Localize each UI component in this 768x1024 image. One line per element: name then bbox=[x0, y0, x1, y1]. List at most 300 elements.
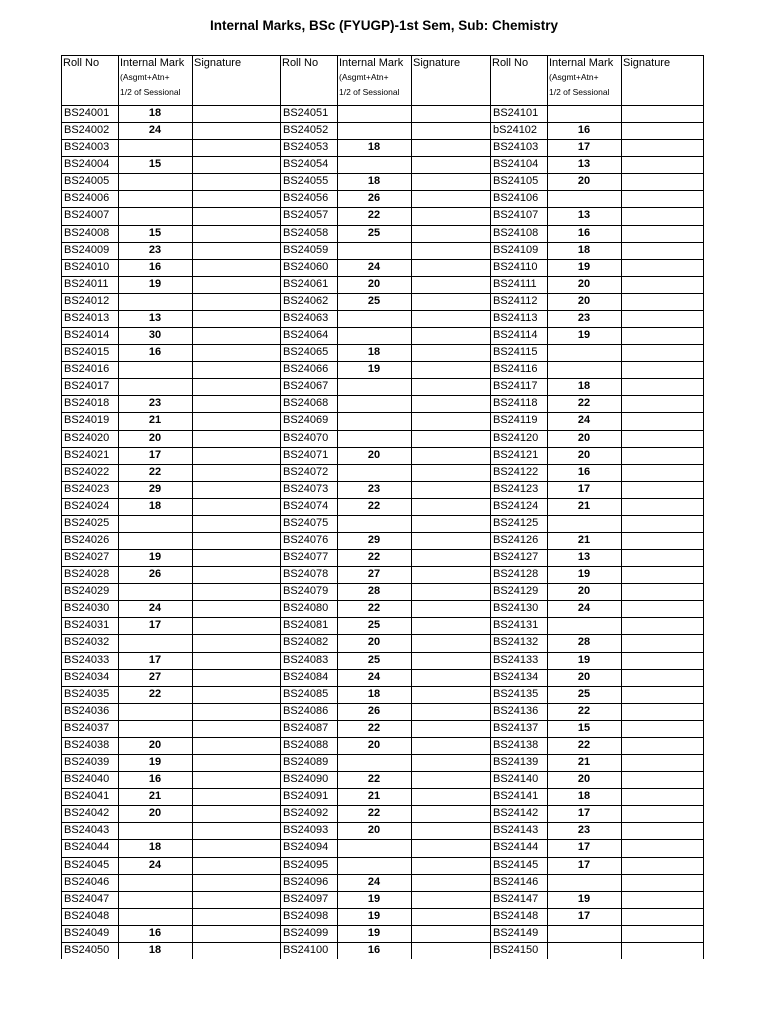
header-internal-mark: Internal Mark (Asgmt+Atn+ 1/2 of Sessional bbox=[337, 55, 411, 107]
roll-number-cell: BS24137 bbox=[493, 722, 539, 734]
internal-mark-cell: 22 bbox=[367, 551, 381, 563]
roll-number-cell: BS24085 bbox=[283, 688, 329, 700]
roll-number-cell: BS24001 bbox=[64, 107, 110, 119]
internal-mark-cell: 19 bbox=[577, 893, 591, 905]
signature-cell bbox=[621, 652, 704, 669]
internal-mark-cell: 24 bbox=[148, 859, 162, 871]
roll-number-cell: BS24131 bbox=[493, 619, 539, 631]
signature-cell bbox=[192, 190, 280, 207]
internal-mark-cell: 22 bbox=[367, 209, 381, 221]
internal-mark-cell bbox=[118, 703, 192, 720]
signature-cell bbox=[192, 600, 280, 617]
internal-mark-cell: 21 bbox=[577, 756, 591, 768]
roll-number-cell: BS24133 bbox=[493, 654, 539, 666]
internal-mark-cell bbox=[337, 839, 411, 856]
roll-number-cell: BS24087 bbox=[283, 722, 329, 734]
roll-number-cell: BS24041 bbox=[64, 790, 110, 802]
roll-number-cell: BS24008 bbox=[64, 227, 110, 239]
signature-cell bbox=[621, 430, 704, 447]
internal-mark-cell: 19 bbox=[367, 927, 381, 939]
signature-cell bbox=[192, 361, 280, 378]
roll-number-cell: BS24009 bbox=[64, 244, 110, 256]
signature-cell bbox=[192, 583, 280, 600]
roll-number-cell: BS24025 bbox=[64, 517, 110, 529]
signature-cell bbox=[411, 515, 490, 532]
internal-mark-cell: 22 bbox=[367, 500, 381, 512]
signature-cell bbox=[411, 276, 490, 293]
signature-cell bbox=[621, 481, 704, 498]
internal-mark-cell bbox=[547, 874, 621, 891]
marks-table bbox=[61, 55, 704, 959]
roll-number-cell: BS24090 bbox=[283, 773, 329, 785]
signature-cell bbox=[411, 361, 490, 378]
signature-cell bbox=[621, 361, 704, 378]
internal-mark-cell bbox=[118, 908, 192, 925]
internal-mark-cell: 18 bbox=[148, 841, 162, 853]
signature-cell bbox=[192, 481, 280, 498]
signature-cell bbox=[621, 617, 704, 634]
internal-mark-cell: 25 bbox=[367, 619, 381, 631]
signature-cell bbox=[411, 532, 490, 549]
header-roll-no: Roll No bbox=[492, 57, 529, 69]
signature-cell bbox=[621, 139, 704, 156]
roll-number-cell: BS24050 bbox=[64, 944, 110, 956]
roll-number-cell: bS24102 bbox=[493, 124, 538, 136]
internal-mark-cell: 29 bbox=[367, 534, 381, 546]
signature-cell bbox=[621, 412, 704, 429]
signature-cell bbox=[621, 464, 704, 481]
internal-mark-cell bbox=[337, 310, 411, 327]
header-roll-no: Roll No bbox=[63, 57, 100, 69]
roll-number-cell: BS24042 bbox=[64, 807, 110, 819]
internal-mark-cell bbox=[118, 874, 192, 891]
signature-cell bbox=[192, 412, 280, 429]
internal-mark-cell: 22 bbox=[577, 739, 591, 751]
signature-cell bbox=[192, 891, 280, 908]
internal-mark-cell: 13 bbox=[577, 158, 591, 170]
internal-mark-cell: 24 bbox=[577, 414, 591, 426]
signature-cell bbox=[621, 839, 704, 856]
internal-mark-cell: 18 bbox=[367, 688, 381, 700]
roll-number-cell: BS24065 bbox=[283, 346, 329, 358]
internal-mark-cell: 19 bbox=[367, 910, 381, 922]
internal-mark-cell: 18 bbox=[577, 380, 591, 392]
internal-mark-cell bbox=[118, 361, 192, 378]
internal-mark-cell: 15 bbox=[148, 158, 162, 170]
internal-mark-cell bbox=[118, 532, 192, 549]
signature-cell bbox=[621, 703, 704, 720]
roll-number-cell: BS24148 bbox=[493, 910, 539, 922]
internal-mark-cell: 16 bbox=[148, 773, 162, 785]
roll-number-cell: BS24060 bbox=[283, 261, 329, 273]
roll-number-cell: BS24017 bbox=[64, 380, 110, 392]
internal-mark-cell bbox=[118, 515, 192, 532]
roll-number-cell: BS24134 bbox=[493, 671, 539, 683]
roll-number-cell: BS24071 bbox=[283, 449, 329, 461]
roll-number-cell: BS24072 bbox=[283, 466, 329, 478]
signature-cell bbox=[621, 822, 704, 839]
internal-mark-cell: 20 bbox=[577, 175, 591, 187]
internal-mark-cell: 17 bbox=[577, 483, 591, 495]
roll-number-cell: BS24015 bbox=[64, 346, 110, 358]
roll-number-cell: BS24129 bbox=[493, 585, 539, 597]
signature-cell bbox=[192, 498, 280, 515]
signature-cell bbox=[621, 857, 704, 874]
internal-mark-cell: 21 bbox=[148, 414, 162, 426]
header-mark-subtext: 1/2 of Sessional bbox=[549, 87, 610, 97]
internal-mark-cell: 24 bbox=[148, 124, 162, 136]
signature-cell bbox=[621, 669, 704, 686]
roll-number-cell: BS24132 bbox=[493, 636, 539, 648]
signature-cell bbox=[192, 310, 280, 327]
internal-mark-cell: 20 bbox=[577, 432, 591, 444]
roll-number-cell: BS24054 bbox=[283, 158, 329, 170]
signature-cell bbox=[411, 703, 490, 720]
signature-cell bbox=[621, 566, 704, 583]
roll-number-cell: BS24149 bbox=[493, 927, 539, 939]
signature-cell bbox=[411, 857, 490, 874]
roll-number-cell: BS24057 bbox=[283, 209, 329, 221]
signature-cell bbox=[192, 259, 280, 276]
roll-number-cell: BS24073 bbox=[283, 483, 329, 495]
signature-cell bbox=[411, 566, 490, 583]
roll-number-cell: BS24045 bbox=[64, 859, 110, 871]
signature-cell bbox=[192, 737, 280, 754]
internal-mark-cell: 19 bbox=[577, 329, 591, 341]
internal-mark-cell: 17 bbox=[148, 449, 162, 461]
roll-number-cell: BS24142 bbox=[493, 807, 539, 819]
internal-mark-cell bbox=[118, 720, 192, 737]
internal-mark-cell: 19 bbox=[148, 278, 162, 290]
roll-number-cell: BS24020 bbox=[64, 432, 110, 444]
header-mark-subtext: 1/2 of Sessional bbox=[339, 87, 400, 97]
signature-cell bbox=[192, 515, 280, 532]
internal-mark-cell: 20 bbox=[367, 739, 381, 751]
roll-number-cell: BS24077 bbox=[283, 551, 329, 563]
roll-number-cell: BS24007 bbox=[64, 209, 110, 221]
signature-cell bbox=[192, 276, 280, 293]
internal-mark-cell: 24 bbox=[367, 671, 381, 683]
signature-cell bbox=[621, 532, 704, 549]
roll-number-cell: BS24037 bbox=[64, 722, 110, 734]
roll-number-cell: BS24138 bbox=[493, 739, 539, 751]
internal-mark-cell bbox=[547, 515, 621, 532]
roll-number-cell: BS24029 bbox=[64, 585, 110, 597]
internal-mark-cell bbox=[118, 378, 192, 395]
roll-number-cell: BS24119 bbox=[493, 414, 538, 426]
internal-mark-cell: 21 bbox=[577, 500, 591, 512]
internal-mark-cell: 25 bbox=[367, 654, 381, 666]
roll-number-cell: BS24056 bbox=[283, 192, 329, 204]
roll-number-cell: BS24136 bbox=[493, 705, 539, 717]
internal-mark-cell: 24 bbox=[367, 261, 381, 273]
roll-number-cell: BS24125 bbox=[493, 517, 539, 529]
signature-cell bbox=[411, 908, 490, 925]
roll-number-cell: BS24078 bbox=[283, 568, 329, 580]
internal-mark-cell: 17 bbox=[148, 654, 162, 666]
internal-mark-cell bbox=[118, 583, 192, 600]
signature-cell bbox=[411, 225, 490, 242]
roll-number-cell: BS24105 bbox=[493, 175, 539, 187]
roll-number-cell: BS24048 bbox=[64, 910, 110, 922]
internal-mark-cell bbox=[337, 515, 411, 532]
roll-number-cell: BS24049 bbox=[64, 927, 110, 939]
roll-number-cell: BS24091 bbox=[283, 790, 329, 802]
signature-cell bbox=[192, 464, 280, 481]
roll-number-cell: BS24028 bbox=[64, 568, 110, 580]
signature-cell bbox=[192, 242, 280, 259]
internal-mark-cell: 18 bbox=[148, 944, 162, 956]
roll-number-cell: BS24066 bbox=[283, 363, 329, 375]
internal-mark-cell: 20 bbox=[577, 278, 591, 290]
internal-mark-cell: 20 bbox=[367, 824, 381, 836]
internal-mark-cell: 18 bbox=[148, 107, 162, 119]
roll-number-cell: BS24079 bbox=[283, 585, 329, 597]
roll-number-cell: BS24063 bbox=[283, 312, 329, 324]
roll-number-cell: BS24122 bbox=[493, 466, 539, 478]
signature-cell bbox=[621, 874, 704, 891]
roll-number-cell: BS24103 bbox=[493, 141, 539, 153]
internal-mark-cell: 20 bbox=[367, 636, 381, 648]
signature-cell bbox=[192, 857, 280, 874]
internal-mark-cell: 16 bbox=[577, 124, 591, 136]
roll-number-cell: BS24040 bbox=[64, 773, 110, 785]
internal-mark-cell bbox=[337, 464, 411, 481]
roll-number-cell: BS24104 bbox=[493, 158, 539, 170]
internal-mark-cell: 22 bbox=[148, 688, 162, 700]
roll-number-cell: BS24044 bbox=[64, 841, 110, 853]
roll-number-cell: BS24111 bbox=[493, 278, 537, 290]
signature-cell bbox=[411, 942, 490, 959]
signature-cell bbox=[621, 190, 704, 207]
signature-cell bbox=[621, 327, 704, 344]
header-roll-no: Roll No bbox=[282, 57, 319, 69]
signature-cell bbox=[621, 600, 704, 617]
signature-cell bbox=[411, 600, 490, 617]
signature-cell bbox=[411, 173, 490, 190]
internal-mark-cell: 19 bbox=[148, 756, 162, 768]
roll-number-cell: BS24116 bbox=[493, 363, 538, 375]
internal-mark-cell: 23 bbox=[148, 397, 162, 409]
signature-cell bbox=[192, 225, 280, 242]
roll-number-cell: BS24144 bbox=[493, 841, 539, 853]
internal-mark-cell: 24 bbox=[367, 876, 381, 888]
signature-cell bbox=[621, 805, 704, 822]
signature-cell bbox=[192, 839, 280, 856]
roll-number-cell: BS24074 bbox=[283, 500, 329, 512]
internal-mark-cell: 22 bbox=[367, 722, 381, 734]
signature-cell bbox=[192, 447, 280, 464]
internal-mark-cell: 20 bbox=[148, 807, 162, 819]
internal-mark-cell: 18 bbox=[577, 790, 591, 802]
internal-mark-cell: 22 bbox=[367, 807, 381, 819]
roll-number-cell: BS24092 bbox=[283, 807, 329, 819]
signature-cell bbox=[192, 652, 280, 669]
header-mark-subtext: (Asgmt+Atn+ bbox=[339, 72, 389, 82]
roll-number-cell: BS24123 bbox=[493, 483, 539, 495]
signature-cell bbox=[621, 771, 704, 788]
roll-number-cell: BS24030 bbox=[64, 602, 110, 614]
header-mark-subtext: 1/2 of Sessional bbox=[120, 87, 181, 97]
internal-mark-cell: 28 bbox=[577, 636, 591, 648]
signature-cell bbox=[411, 549, 490, 566]
roll-number-cell: BS24086 bbox=[283, 705, 329, 717]
internal-mark-cell: 26 bbox=[367, 192, 381, 204]
signature-cell bbox=[192, 173, 280, 190]
internal-mark-cell: 22 bbox=[577, 397, 591, 409]
internal-mark-cell: 17 bbox=[577, 910, 591, 922]
internal-mark-cell bbox=[337, 242, 411, 259]
internal-mark-cell bbox=[547, 190, 621, 207]
internal-mark-cell bbox=[118, 173, 192, 190]
roll-number-cell: BS24046 bbox=[64, 876, 110, 888]
internal-mark-cell: 19 bbox=[577, 654, 591, 666]
signature-cell bbox=[411, 669, 490, 686]
internal-mark-cell: 22 bbox=[367, 602, 381, 614]
signature-cell bbox=[411, 105, 490, 122]
roll-number-cell: BS24076 bbox=[283, 534, 329, 546]
roll-number-cell: BS24013 bbox=[64, 312, 110, 324]
signature-cell bbox=[411, 190, 490, 207]
internal-mark-cell: 19 bbox=[148, 551, 162, 563]
roll-number-cell: BS24047 bbox=[64, 893, 110, 905]
signature-cell bbox=[411, 686, 490, 703]
internal-mark-cell bbox=[547, 925, 621, 942]
roll-number-cell: BS24100 bbox=[283, 944, 329, 956]
signature-cell bbox=[192, 925, 280, 942]
internal-mark-cell bbox=[118, 822, 192, 839]
signature-cell bbox=[621, 754, 704, 771]
roll-number-cell: BS24075 bbox=[283, 517, 329, 529]
internal-mark-cell bbox=[118, 207, 192, 224]
internal-mark-cell: 29 bbox=[148, 483, 162, 495]
signature-cell bbox=[192, 771, 280, 788]
internal-mark-cell bbox=[118, 891, 192, 908]
signature-cell bbox=[621, 378, 704, 395]
signature-cell bbox=[411, 139, 490, 156]
roll-number-cell: BS24016 bbox=[64, 363, 110, 375]
signature-cell bbox=[621, 259, 704, 276]
signature-cell bbox=[411, 891, 490, 908]
roll-number-cell: BS24126 bbox=[493, 534, 539, 546]
internal-mark-cell: 24 bbox=[148, 602, 162, 614]
signature-cell bbox=[192, 703, 280, 720]
signature-cell bbox=[411, 925, 490, 942]
internal-mark-cell: 23 bbox=[577, 312, 591, 324]
roll-number-cell: BS24080 bbox=[283, 602, 329, 614]
internal-mark-cell: 20 bbox=[367, 278, 381, 290]
signature-cell bbox=[192, 566, 280, 583]
internal-mark-cell: 26 bbox=[367, 705, 381, 717]
signature-cell bbox=[411, 754, 490, 771]
roll-number-cell: BS24012 bbox=[64, 295, 110, 307]
internal-mark-cell: 16 bbox=[148, 927, 162, 939]
roll-number-cell: BS24034 bbox=[64, 671, 110, 683]
roll-number-cell: BS24021 bbox=[64, 449, 110, 461]
internal-mark-cell: 17 bbox=[577, 807, 591, 819]
internal-mark-cell: 13 bbox=[577, 551, 591, 563]
signature-cell bbox=[621, 686, 704, 703]
roll-number-cell: BS24022 bbox=[64, 466, 110, 478]
signature-cell bbox=[621, 242, 704, 259]
roll-number-cell: BS24146 bbox=[493, 876, 539, 888]
roll-number-cell: BS24130 bbox=[493, 602, 539, 614]
page-title: Internal Marks, BSc (FYUGP)-1st Sem, Sub: Chemistry bbox=[209, 18, 559, 33]
signature-cell bbox=[411, 822, 490, 839]
internal-mark-cell: 20 bbox=[367, 449, 381, 461]
roll-number-cell: BS24113 bbox=[493, 312, 538, 324]
internal-mark-cell bbox=[547, 105, 621, 122]
signature-cell bbox=[621, 276, 704, 293]
signature-cell bbox=[192, 788, 280, 805]
signature-cell bbox=[192, 207, 280, 224]
internal-mark-cell bbox=[547, 617, 621, 634]
roll-number-cell: BS24003 bbox=[64, 141, 110, 153]
roll-number-cell: BS24089 bbox=[283, 756, 329, 768]
internal-mark-cell: 27 bbox=[367, 568, 381, 580]
internal-mark-cell: 25 bbox=[367, 295, 381, 307]
roll-number-cell: BS24051 bbox=[283, 107, 329, 119]
signature-cell bbox=[192, 327, 280, 344]
roll-number-cell: BS24026 bbox=[64, 534, 110, 546]
internal-mark-cell: 23 bbox=[577, 824, 591, 836]
internal-mark-cell: 20 bbox=[577, 671, 591, 683]
roll-number-cell: BS24121 bbox=[493, 449, 539, 461]
internal-mark-cell: 16 bbox=[148, 261, 162, 273]
signature-cell bbox=[621, 344, 704, 361]
signature-cell bbox=[192, 293, 280, 310]
roll-number-cell: BS24082 bbox=[283, 636, 329, 648]
internal-mark-cell: 24 bbox=[577, 602, 591, 614]
internal-mark-cell: 16 bbox=[577, 227, 591, 239]
signature-cell bbox=[411, 156, 490, 173]
signature-cell bbox=[411, 634, 490, 651]
internal-mark-cell: 20 bbox=[577, 449, 591, 461]
signature-cell bbox=[621, 515, 704, 532]
roll-number-cell: BS24068 bbox=[283, 397, 329, 409]
signature-cell bbox=[411, 344, 490, 361]
roll-number-cell: BS24147 bbox=[493, 893, 539, 905]
signature-cell bbox=[411, 327, 490, 344]
signature-cell bbox=[411, 242, 490, 259]
roll-number-cell: BS24150 bbox=[493, 944, 539, 956]
roll-number-cell: BS24014 bbox=[64, 329, 110, 341]
roll-number-cell: BS24070 bbox=[283, 432, 329, 444]
internal-mark-cell: 19 bbox=[367, 893, 381, 905]
roll-number-cell: BS24110 bbox=[493, 261, 538, 273]
signature-cell bbox=[411, 652, 490, 669]
signature-cell bbox=[621, 207, 704, 224]
roll-number-cell: BS24139 bbox=[493, 756, 539, 768]
roll-number-cell: BS24059 bbox=[283, 244, 329, 256]
internal-mark-cell: 21 bbox=[367, 790, 381, 802]
signature-cell bbox=[192, 549, 280, 566]
signature-cell bbox=[192, 942, 280, 959]
roll-number-cell: BS24101 bbox=[493, 107, 539, 119]
internal-mark-cell bbox=[118, 190, 192, 207]
signature-cell bbox=[411, 481, 490, 498]
header-internal-mark: Internal Mark (Asgmt+Atn+ 1/2 of Sessional bbox=[547, 55, 621, 107]
internal-mark-cell: 18 bbox=[367, 346, 381, 358]
roll-number-cell: BS24099 bbox=[283, 927, 329, 939]
signature-cell bbox=[192, 344, 280, 361]
roll-number-cell: BS24055 bbox=[283, 175, 329, 187]
signature-cell bbox=[411, 874, 490, 891]
signature-cell bbox=[621, 788, 704, 805]
roll-number-cell: BS24069 bbox=[283, 414, 329, 426]
internal-mark-cell: 13 bbox=[148, 312, 162, 324]
signature-cell bbox=[192, 532, 280, 549]
